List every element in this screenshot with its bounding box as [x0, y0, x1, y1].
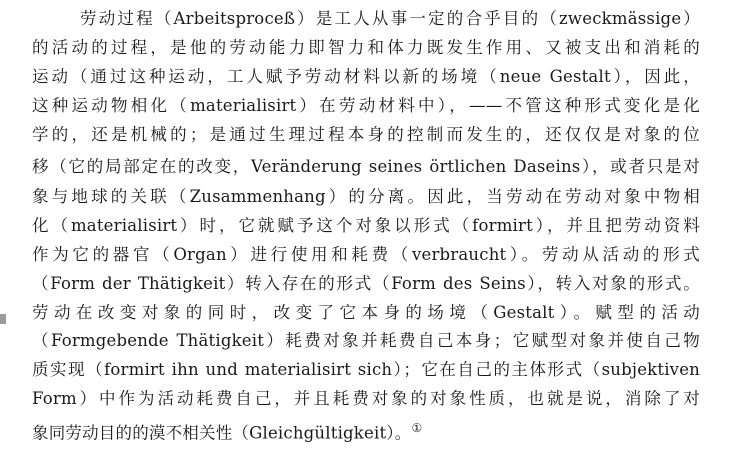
text-line-5: 学的，还是机械的；是通过生理过程本身的控制而发生的，还仅仅是对象的位	[32, 125, 700, 144]
text-line-4: 这种运动物相化（materialisirt）在劳动材料中），——不管这种形式变化是化	[32, 96, 700, 115]
text-line-11: 劳动在改变对象的同时，改变了它本身的场境（Gestalt）。赋型的活动	[32, 303, 700, 322]
text-line-6: 移（它的局部定在的改变，Veränderung seines örtlichen Daseins），或者只是对	[32, 157, 700, 176]
margin-mark	[0, 314, 6, 324]
text-line-10: （Form der Thätigkeit）转入存在的形式（Form des Seins），转入对象的形式。	[32, 274, 700, 293]
text-line-15-body: 象同劳动目的的漠不相关性（Gleichgültigkeit）。	[32, 423, 412, 443]
text-line-7: 象与地球的关联（Zusammenhang）的分离。因此，当劳动在劳动对象中物相	[32, 187, 700, 206]
text-line-8: 化（materialisirt）时，它就赋予这个对象以形式（formirt），并且把劳动资料	[32, 216, 700, 235]
text-line-14: Form）中作为活动耗费自己，并且耗费对象的对象性质，也就是说，消除了对	[32, 389, 700, 408]
text-line-2: 的活动的过程，是他的劳动能力即智力和体力既发生作用、又被支出和消耗的	[32, 38, 700, 57]
text-line-3: 运动（通过这种运动，工人赋予劳动材料以新的场境（neue Gestalt），因此，	[32, 67, 700, 86]
text-line-1: 劳动过程（Arbeitsproceß）是工人从事一定的合乎目的（zweckmässige）	[80, 9, 700, 28]
text-line-9: 作为它的器官（Organ）进行使用和耗费（verbraucht）。劳动从活动的形式	[32, 245, 700, 264]
text-line-15	[32, 417, 700, 445]
footnote-marker[interactable]: ①	[411, 421, 423, 435]
text-line-13: 质实现（formirt ihn und materialisirt sich）；它在自己的主体形式（subjektiven	[32, 360, 700, 379]
text-line-12: （Formgebende Thätigkeit）耗费对象并耗费自己本身；它赋型对象并使自己物	[32, 331, 700, 350]
